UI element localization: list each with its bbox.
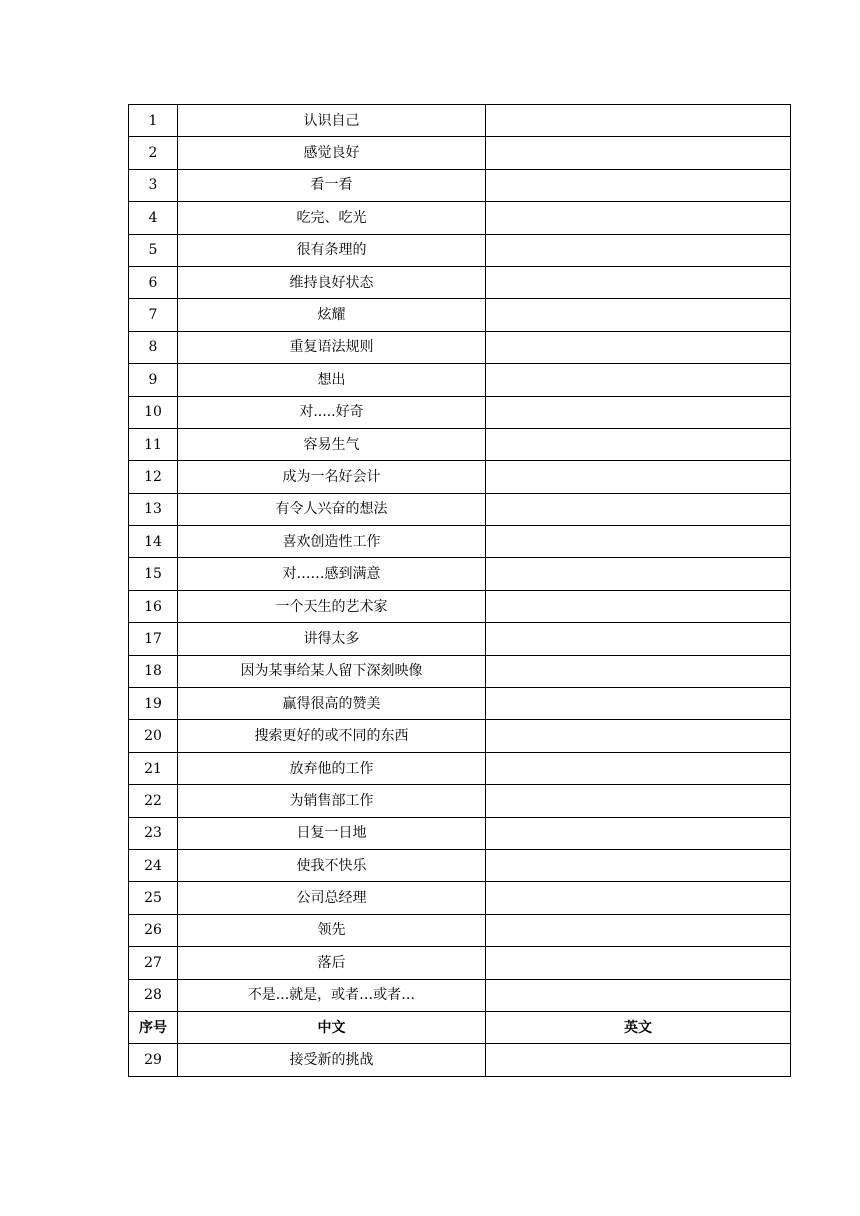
- row-number: 28: [129, 979, 178, 1011]
- english-answer-cell[interactable]: [486, 688, 791, 720]
- table-row: [129, 623, 791, 655]
- english-answer-cell[interactable]: [486, 979, 791, 1011]
- row-number: 11: [129, 428, 178, 460]
- english-answer-cell[interactable]: [486, 882, 791, 914]
- row-number: 3: [129, 169, 178, 201]
- english-answer-cell[interactable]: [486, 1044, 791, 1076]
- chinese-cell: 不是...就是，或者…或者…: [178, 979, 486, 1011]
- chinese-cell: 重复语法规则: [178, 331, 486, 363]
- table-row: [129, 688, 791, 720]
- english-answer-cell[interactable]: [486, 266, 791, 298]
- english-answer-cell[interactable]: [486, 299, 791, 331]
- table-row: [129, 526, 791, 558]
- english-answer-cell[interactable]: [486, 137, 791, 169]
- chinese-cell: 一个天生的艺术家: [178, 590, 486, 622]
- row-number: 27: [129, 947, 178, 979]
- row-number: 19: [129, 688, 178, 720]
- row-number: 17: [129, 623, 178, 655]
- table-row: [129, 947, 791, 979]
- chinese-cell: 放弃他的工作: [178, 752, 486, 784]
- row-number: 29: [129, 1044, 178, 1076]
- table-row: [129, 169, 791, 201]
- chinese-cell: 讲得太多: [178, 623, 486, 655]
- chinese-cell: 落后: [178, 947, 486, 979]
- table-row: [129, 914, 791, 946]
- row-number: 24: [129, 849, 178, 881]
- row-number: 25: [129, 882, 178, 914]
- chinese-cell: 成为一名好会计: [178, 461, 486, 493]
- chinese-cell: 对.....好奇: [178, 396, 486, 428]
- row-number: 7: [129, 299, 178, 331]
- chinese-cell: 使我不快乐: [178, 849, 486, 881]
- table-row: [129, 785, 791, 817]
- table-row: [129, 493, 791, 525]
- chinese-cell: 喜欢创造性工作: [178, 526, 486, 558]
- english-answer-cell[interactable]: [486, 558, 791, 590]
- header-number: 序号: [129, 1011, 178, 1043]
- table-row: [129, 428, 791, 460]
- english-answer-cell[interactable]: [486, 623, 791, 655]
- english-answer-cell[interactable]: [486, 752, 791, 784]
- english-answer-cell[interactable]: [486, 720, 791, 752]
- table-body-bottom: [129, 1044, 791, 1076]
- table-header-row: [129, 1011, 791, 1043]
- row-number: 15: [129, 558, 178, 590]
- table-row: [129, 105, 791, 137]
- row-number: 14: [129, 526, 178, 558]
- chinese-cell: 公司总经理: [178, 882, 486, 914]
- english-answer-cell[interactable]: [486, 169, 791, 201]
- chinese-cell: 有令人兴奋的想法: [178, 493, 486, 525]
- table-row: [129, 720, 791, 752]
- row-number: 26: [129, 914, 178, 946]
- row-number: 20: [129, 720, 178, 752]
- table-header-row-group: [129, 1011, 791, 1043]
- table-row: [129, 817, 791, 849]
- row-number: 6: [129, 266, 178, 298]
- table-row: [129, 299, 791, 331]
- chinese-cell: 看一看: [178, 169, 486, 201]
- english-answer-cell[interactable]: [486, 785, 791, 817]
- chinese-cell: 为销售部工作: [178, 785, 486, 817]
- table-row: [129, 266, 791, 298]
- chinese-cell: 日复一日地: [178, 817, 486, 849]
- english-answer-cell[interactable]: [486, 331, 791, 363]
- chinese-cell: 接受新的挑战: [178, 1044, 486, 1076]
- table-row: [129, 849, 791, 881]
- english-answer-cell[interactable]: [486, 396, 791, 428]
- english-answer-cell[interactable]: [486, 364, 791, 396]
- english-answer-cell[interactable]: [486, 428, 791, 460]
- english-answer-cell[interactable]: [486, 526, 791, 558]
- chinese-cell: 赢得很高的赞美: [178, 688, 486, 720]
- english-answer-cell[interactable]: [486, 914, 791, 946]
- table-row: [129, 882, 791, 914]
- table-row: [129, 137, 791, 169]
- chinese-cell: 因为某事给某人留下深刻映像: [178, 655, 486, 687]
- row-number: 1: [129, 105, 178, 137]
- row-number: 18: [129, 655, 178, 687]
- chinese-cell: 吃完、吃光: [178, 202, 486, 234]
- table-row: [129, 396, 791, 428]
- header-chinese: 中文: [178, 1011, 486, 1043]
- row-number: 2: [129, 137, 178, 169]
- chinese-cell: 认识自己: [178, 105, 486, 137]
- table-row: [129, 979, 791, 1011]
- table-row: [129, 1044, 791, 1076]
- row-number: 5: [129, 234, 178, 266]
- table-row: [129, 331, 791, 363]
- chinese-cell: 很有条理的: [178, 234, 486, 266]
- row-number: 8: [129, 331, 178, 363]
- row-number: 23: [129, 817, 178, 849]
- vocabulary-table: [128, 104, 791, 1077]
- chinese-cell: 领先: [178, 914, 486, 946]
- english-answer-cell[interactable]: [486, 493, 791, 525]
- row-number: 4: [129, 202, 178, 234]
- english-answer-cell[interactable]: [486, 817, 791, 849]
- row-number: 12: [129, 461, 178, 493]
- row-number: 21: [129, 752, 178, 784]
- english-answer-cell[interactable]: [486, 849, 791, 881]
- english-answer-cell[interactable]: [486, 947, 791, 979]
- row-number: 16: [129, 590, 178, 622]
- table-row: [129, 590, 791, 622]
- table-row: [129, 202, 791, 234]
- english-answer-cell[interactable]: [486, 655, 791, 687]
- row-number: 13: [129, 493, 178, 525]
- english-answer-cell[interactable]: [486, 202, 791, 234]
- chinese-cell: 容易生气: [178, 428, 486, 460]
- english-answer-cell[interactable]: [486, 461, 791, 493]
- chinese-cell: 想出: [178, 364, 486, 396]
- table-body-top: [129, 105, 791, 1012]
- english-answer-cell[interactable]: [486, 234, 791, 266]
- chinese-cell: 感觉良好: [178, 137, 486, 169]
- table-row: [129, 558, 791, 590]
- chinese-cell: 搜索更好的或不同的东西: [178, 720, 486, 752]
- table-row: [129, 234, 791, 266]
- chinese-cell: 炫耀: [178, 299, 486, 331]
- english-answer-cell[interactable]: [486, 105, 791, 137]
- table-row: [129, 364, 791, 396]
- table-row: [129, 752, 791, 784]
- row-number: 9: [129, 364, 178, 396]
- chinese-cell: 对……感到满意: [178, 558, 486, 590]
- table-row: [129, 461, 791, 493]
- header-english: 英文: [486, 1011, 791, 1043]
- row-number: 10: [129, 396, 178, 428]
- chinese-cell: 维持良好状态: [178, 266, 486, 298]
- english-answer-cell[interactable]: [486, 590, 791, 622]
- row-number: 22: [129, 785, 178, 817]
- table-row: [129, 655, 791, 687]
